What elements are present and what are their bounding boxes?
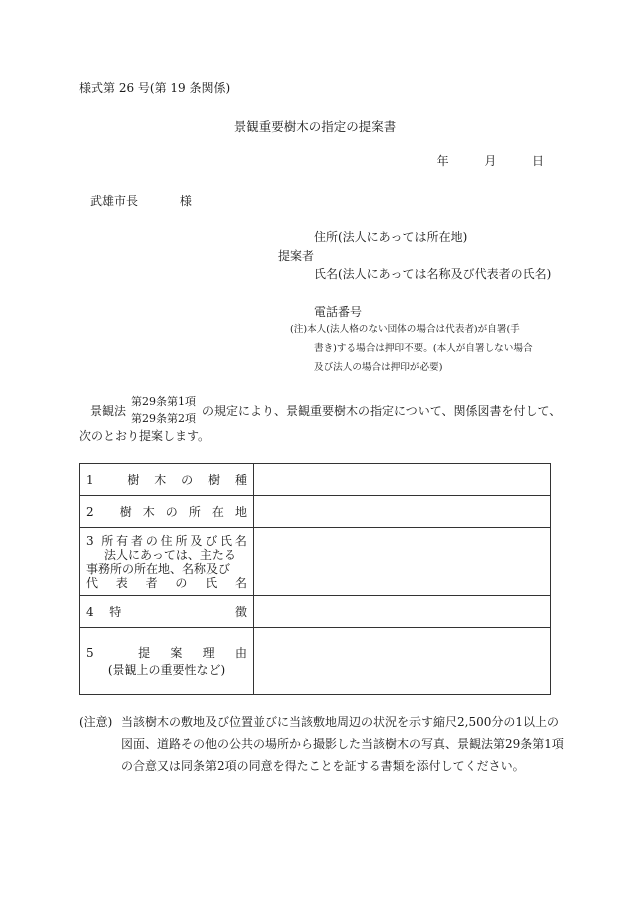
name-label: 氏名(法人にあっては名称及び代表者の氏名): [314, 267, 552, 281]
table-row: [80, 528, 551, 596]
reason-field[interactable]: [254, 628, 551, 695]
table-row: [80, 628, 551, 695]
phone-label: 電話番号: [314, 305, 363, 319]
row-label-tree-species: 1 樹 木 の 樹 種: [80, 464, 254, 496]
row-label-features: 4 特 徴: [80, 596, 254, 628]
footnote-line3: の合意又は同条第2項の同意を得たことを証する書類を添付してください。: [121, 759, 525, 773]
signature-note-line2: 書き)する場合は押印不要。(本人が自署しない場合: [314, 343, 533, 354]
date-day: 日: [531, 154, 544, 168]
tree-location-field[interactable]: [254, 496, 551, 528]
table-row: [80, 596, 551, 628]
row-label-tree-location: 2 樹 木 の 所 在 地: [80, 496, 254, 528]
row-label-owner: 3 所 有 者 の 住 所 及 び 氏 名 法人にあっては、主たる 事務所の所在地、名称及び 代 表 者 の 氏 名: [80, 528, 254, 596]
table-row: [80, 496, 551, 528]
table-row: [80, 464, 551, 496]
article-option-2: 第29条第2項: [131, 412, 196, 425]
signature-note-line1: (注)本人(法人格のない団体の場合は代表者)が自署(手: [290, 324, 520, 335]
date-month: 月: [484, 154, 497, 168]
addressee: [90, 195, 192, 207]
document-title: 景観重要樹木の指定の提案書: [233, 119, 397, 134]
date-line: [437, 155, 544, 167]
form-number: 様式第 26 号(第 19 条関係): [79, 81, 231, 95]
features-field[interactable]: [254, 596, 551, 628]
footnote-line2: 図面、道路その他の公共の場所から撮影した当該樹木の写真、景観法第29条第1項: [121, 737, 564, 751]
owner-field[interactable]: [254, 528, 551, 596]
tree-info-table: [79, 463, 551, 695]
date-year: 年: [436, 154, 449, 168]
addressee-honorific: 様: [179, 194, 192, 208]
address-label: 住所(法人にあっては所在地): [314, 230, 468, 244]
law-name: 景観法: [90, 404, 127, 418]
row-label-reason: 5 提 案 理 由 (景観上の重要性など): [80, 628, 254, 695]
signature-note-line3: 及び法人の場合は押印が必要): [314, 362, 443, 373]
proposer-label: 提案者: [278, 249, 315, 263]
statement-text-line2: 次のとおり提案します。: [79, 429, 211, 443]
footnote-line1: 当該樹木の敷地及び位置並びに当該敷地周辺の状況を示す縮尺2,500分の1以上の: [121, 715, 559, 729]
tree-species-field[interactable]: [254, 464, 551, 496]
statement-text: の規定により、景観重要樹木の指定について、関係図書を付して、: [202, 404, 562, 418]
addressee-name: 武雄市長: [90, 194, 139, 208]
footnote-label: (注意): [79, 715, 113, 729]
article-option-1: 第29条第1項: [131, 395, 196, 408]
